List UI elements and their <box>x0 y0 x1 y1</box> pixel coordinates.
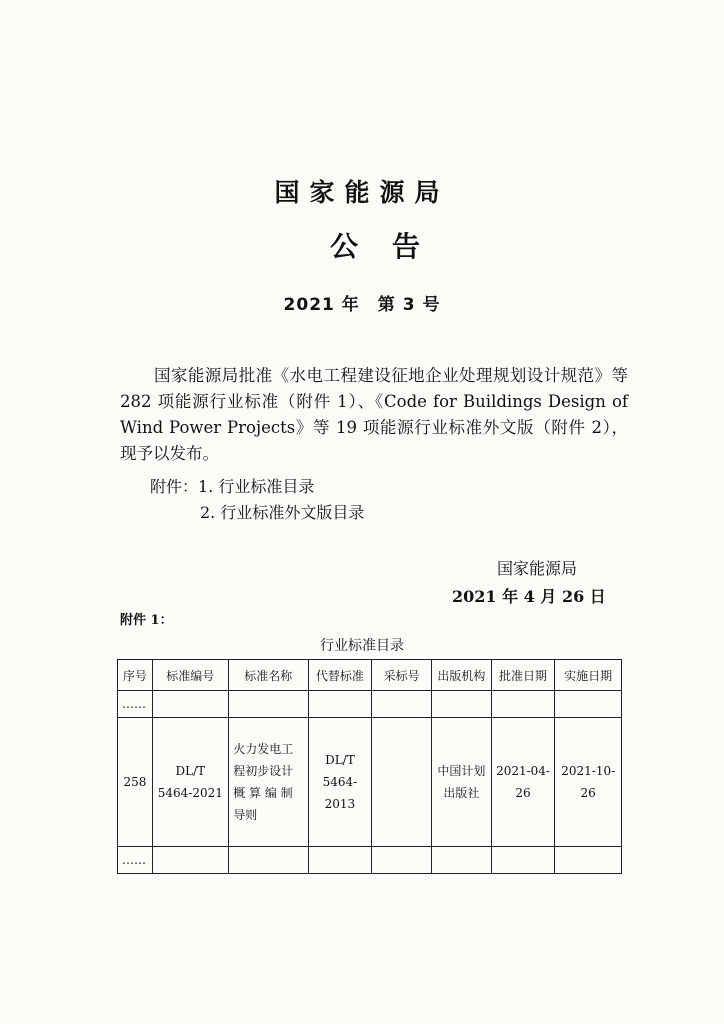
table-row <box>118 718 622 847</box>
cell-name <box>228 718 308 847</box>
cell-publisher-line: 出版社 <box>443 786 480 800</box>
ellipsis-cell: …… <box>118 691 153 718</box>
table-row <box>118 847 622 874</box>
body-paragraph: 国家能源局批准《水电工程建设征地企业处理规划设计规范》等 282 项能源行业标准（附件 1）、《Code for Buildings Design of Wind Power Projects》等 19 项能源行业标准外文版（附件 2），现予以发布。 <box>120 366 628 463</box>
table-title: 行业标准目录 <box>320 638 404 654</box>
col-replace: 代替标准 <box>308 660 372 691</box>
cell-approve-date: 2021-04-26 <box>491 718 555 847</box>
cell-replace <box>308 718 372 847</box>
attachment-line-2: 2. 行业标准外文版目录 <box>200 503 365 522</box>
cell-seq: 258 <box>118 718 153 847</box>
appendix-label: 附件 1： <box>120 613 173 628</box>
announcement-number: 2021 年 第 3 号 <box>283 295 441 315</box>
col-seq: 序号 <box>118 660 153 691</box>
cell-adopt <box>372 718 432 847</box>
cell-replace-line: 5464-2013 <box>322 775 358 811</box>
col-code: 标准编号 <box>152 660 228 691</box>
cell-code <box>152 718 228 847</box>
table-header-row <box>118 660 622 691</box>
signature-date: 2021 年 4 月 26 日 <box>452 587 606 606</box>
cell-effective-date: 2021-10-26 <box>555 718 622 847</box>
cell-code-line: 5464-2021 <box>157 786 223 800</box>
doc-type-title: 公告 <box>329 230 454 263</box>
cell-publisher <box>431 718 491 847</box>
table-row <box>118 691 622 718</box>
cell-name-line: 程初步设计 <box>233 764 294 778</box>
cell-replace-line: DL/T <box>325 753 355 767</box>
ellipsis-cell: …… <box>118 847 153 874</box>
issuer-title: 国家能源局 <box>274 178 450 207</box>
cell-name-line: 导则 <box>233 808 258 822</box>
col-name: 标准名称 <box>228 660 308 691</box>
col-publisher: 出版机构 <box>431 660 491 691</box>
cell-publisher-line: 中国计划 <box>437 764 486 778</box>
cell-code-line: DL/T <box>175 764 206 778</box>
cell-name-line: 火力发电工 <box>233 742 294 756</box>
signature-org: 国家能源局 <box>497 559 578 578</box>
col-approve-date: 批准日期 <box>491 660 555 691</box>
attachment-line-1: 附件：1. 行业标准目录 <box>150 477 315 496</box>
col-effective-date: 实施日期 <box>555 660 622 691</box>
col-adopt: 采标号 <box>372 660 432 691</box>
cell-name-line: 概 算 编 制 <box>233 786 293 800</box>
standards-table <box>117 659 622 874</box>
